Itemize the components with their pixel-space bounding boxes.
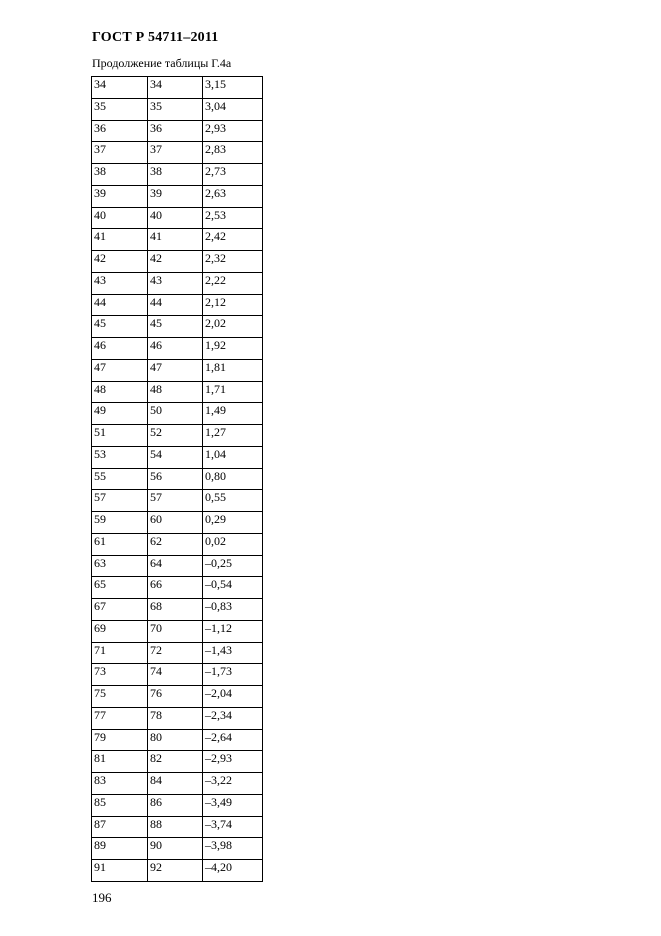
- table-row: [92, 77, 263, 99]
- table-cell: 1,92: [203, 338, 263, 360]
- table-cell: 89: [92, 838, 148, 860]
- table-row: [92, 294, 263, 316]
- table-cell: 85: [92, 794, 148, 816]
- table-cell: –3,49: [203, 794, 263, 816]
- table-cell: 1,81: [203, 359, 263, 381]
- table-cell: 55: [92, 468, 148, 490]
- table-cell: 51: [92, 425, 148, 447]
- table-cell: 48: [148, 381, 203, 403]
- table-cell: 72: [148, 642, 203, 664]
- table-cell: 79: [92, 729, 148, 751]
- table-cell: 2,53: [203, 207, 263, 229]
- table-cell: 2,93: [203, 120, 263, 142]
- table-cell: 34: [148, 77, 203, 99]
- table-cell: 48: [92, 381, 148, 403]
- table-row: [92, 468, 263, 490]
- table-cell: 57: [92, 490, 148, 512]
- table-cell: 78: [148, 707, 203, 729]
- table-cell: 37: [92, 142, 148, 164]
- table-row: [92, 338, 263, 360]
- table-row: [92, 664, 263, 686]
- table-row: [92, 512, 263, 534]
- table-cell: 73: [92, 664, 148, 686]
- table-caption: Продолжение таблицы Г.4а: [92, 56, 232, 70]
- table-cell: 3,04: [203, 98, 263, 120]
- table-row: [92, 359, 263, 381]
- table-cell: 45: [148, 316, 203, 338]
- table-cell: 75: [92, 686, 148, 708]
- table-cell: 2,32: [203, 251, 263, 273]
- table-cell: 34: [92, 77, 148, 99]
- table-row: [92, 164, 263, 186]
- table-cell: 47: [92, 359, 148, 381]
- table-cell: –1,73: [203, 664, 263, 686]
- table-row: [92, 446, 263, 468]
- table-cell: 40: [92, 207, 148, 229]
- table-cell: –2,04: [203, 686, 263, 708]
- table-cell: 82: [148, 751, 203, 773]
- table-cell: 91: [92, 860, 148, 882]
- table-cell: 36: [92, 120, 148, 142]
- table-row: [92, 142, 263, 164]
- table-cell: 54: [148, 446, 203, 468]
- table-cell: –3,74: [203, 816, 263, 838]
- document-header: ГОСТ Р 54711–2011: [92, 30, 219, 45]
- table-cell: 0,55: [203, 490, 263, 512]
- table-row: [92, 229, 263, 251]
- table-cell: –0,54: [203, 577, 263, 599]
- table-cell: 42: [92, 251, 148, 273]
- table-cell: 38: [148, 164, 203, 186]
- table-cell: 80: [148, 729, 203, 751]
- table-cell: 2,63: [203, 185, 263, 207]
- table-cell: 68: [148, 599, 203, 621]
- table-cell: 2,73: [203, 164, 263, 186]
- table-row: [92, 642, 263, 664]
- table-cell: –2,34: [203, 707, 263, 729]
- table-row: [92, 425, 263, 447]
- data-table: [91, 76, 263, 882]
- table-cell: 49: [92, 403, 148, 425]
- table-cell: –0,83: [203, 599, 263, 621]
- table-cell: 63: [92, 555, 148, 577]
- table-cell: –2,93: [203, 751, 263, 773]
- table-cell: 1,71: [203, 381, 263, 403]
- table-cell: 43: [148, 272, 203, 294]
- table-cell: 44: [92, 294, 148, 316]
- table-cell: 46: [92, 338, 148, 360]
- table-cell: 2,42: [203, 229, 263, 251]
- table-cell: –1,12: [203, 620, 263, 642]
- table-cell: 62: [148, 533, 203, 555]
- table-row: [92, 751, 263, 773]
- table-cell: –3,98: [203, 838, 263, 860]
- table-cell: 39: [92, 185, 148, 207]
- table-cell: –0,25: [203, 555, 263, 577]
- table-cell: 88: [148, 816, 203, 838]
- page-number: 196: [92, 890, 112, 905]
- table-row: [92, 794, 263, 816]
- table-cell: 43: [92, 272, 148, 294]
- table-row: [92, 860, 263, 882]
- table-cell: 60: [148, 512, 203, 534]
- table-row: [92, 251, 263, 273]
- table-body: [92, 77, 263, 882]
- table-row: [92, 555, 263, 577]
- table-cell: 67: [92, 599, 148, 621]
- table-cell: 64: [148, 555, 203, 577]
- table-row: [92, 185, 263, 207]
- table-row: [92, 272, 263, 294]
- table-cell: 69: [92, 620, 148, 642]
- table-row: [92, 490, 263, 512]
- table-row: [92, 707, 263, 729]
- table-cell: 41: [92, 229, 148, 251]
- table-cell: 35: [148, 98, 203, 120]
- table-cell: 2,02: [203, 316, 263, 338]
- table-cell: 76: [148, 686, 203, 708]
- table-cell: 61: [92, 533, 148, 555]
- table-cell: 56: [148, 468, 203, 490]
- table-row: [92, 838, 263, 860]
- table-cell: 83: [92, 773, 148, 795]
- table-cell: 52: [148, 425, 203, 447]
- table-cell: 42: [148, 251, 203, 273]
- table-cell: 71: [92, 642, 148, 664]
- table-cell: 40: [148, 207, 203, 229]
- table-cell: 50: [148, 403, 203, 425]
- table-row: [92, 686, 263, 708]
- table-cell: 44: [148, 294, 203, 316]
- table-cell: 86: [148, 794, 203, 816]
- table-cell: 37: [148, 142, 203, 164]
- table-cell: 2,22: [203, 272, 263, 294]
- table-row: [92, 403, 263, 425]
- table-cell: 3,15: [203, 77, 263, 99]
- table-cell: 87: [92, 816, 148, 838]
- table-cell: 41: [148, 229, 203, 251]
- table-row: [92, 98, 263, 120]
- table-cell: 36: [148, 120, 203, 142]
- table-cell: 53: [92, 446, 148, 468]
- table-row: [92, 816, 263, 838]
- table-row: [92, 599, 263, 621]
- table-row: [92, 577, 263, 599]
- table-cell: 84: [148, 773, 203, 795]
- table-cell: –4,20: [203, 860, 263, 882]
- table-row: [92, 773, 263, 795]
- table-cell: 46: [148, 338, 203, 360]
- table-row: [92, 207, 263, 229]
- table-cell: 0,80: [203, 468, 263, 490]
- table-cell: –2,64: [203, 729, 263, 751]
- table-cell: 81: [92, 751, 148, 773]
- table-cell: 2,83: [203, 142, 263, 164]
- table-cell: 0,02: [203, 533, 263, 555]
- table-row: [92, 316, 263, 338]
- table-cell: 90: [148, 838, 203, 860]
- table-row: [92, 620, 263, 642]
- table-row: [92, 533, 263, 555]
- table-cell: 2,12: [203, 294, 263, 316]
- table-row: [92, 381, 263, 403]
- table-cell: 66: [148, 577, 203, 599]
- table-cell: 65: [92, 577, 148, 599]
- table-cell: 1,27: [203, 425, 263, 447]
- table-cell: 35: [92, 98, 148, 120]
- table-cell: 74: [148, 664, 203, 686]
- table-cell: 1,04: [203, 446, 263, 468]
- table-cell: 70: [148, 620, 203, 642]
- table-cell: –1,43: [203, 642, 263, 664]
- table-cell: 39: [148, 185, 203, 207]
- table-cell: 38: [92, 164, 148, 186]
- table-cell: 77: [92, 707, 148, 729]
- table-cell: 1,49: [203, 403, 263, 425]
- table-cell: 47: [148, 359, 203, 381]
- table-cell: 45: [92, 316, 148, 338]
- table-cell: 92: [148, 860, 203, 882]
- table-cell: 0,29: [203, 512, 263, 534]
- table-row: [92, 729, 263, 751]
- table-cell: –3,22: [203, 773, 263, 795]
- table-cell: 57: [148, 490, 203, 512]
- table-cell: 59: [92, 512, 148, 534]
- table-row: [92, 120, 263, 142]
